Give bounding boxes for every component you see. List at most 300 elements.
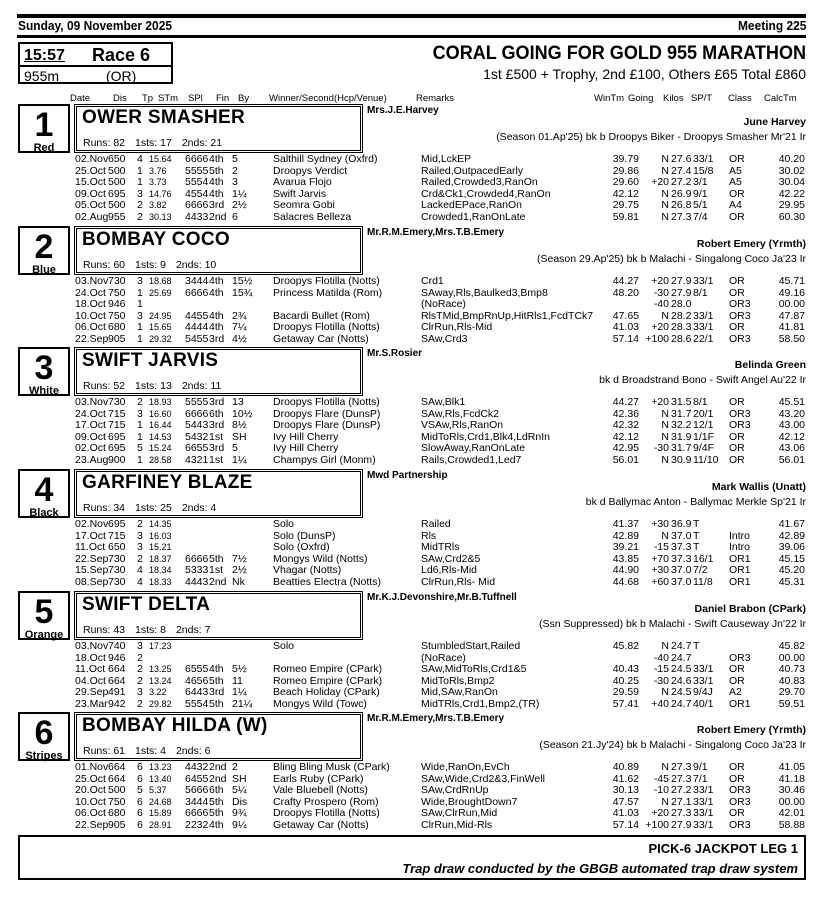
race-prizes: 1st £500 + Trophy, 2nd £100, Others £65 Total £860 [483,66,806,82]
col-fin: Fin [216,93,230,104]
form-remarks: Mid,LckEP [421,153,472,165]
form-distance: 750 [108,309,126,322]
form-class: OR [729,674,745,687]
form-date: 02.Aug [75,210,109,223]
form-split-positions: 4443 [185,575,209,588]
form-kilos: 24.7 [671,651,692,664]
form-win-time: 40.43 [612,663,639,675]
form-trap: 5 [137,784,143,796]
form-row [75,664,815,676]
form-distance-beaten: 11 [232,674,243,687]
form-kilos: 27.3 [671,807,692,819]
form-kilos: 31.9 [671,430,692,443]
form-distance-beaten: 15½ [232,275,253,287]
form-split-positions: 4656 [185,674,209,687]
form-date: 15.Oct [75,176,106,188]
form-distance: 650 [108,153,126,165]
form-finish: 4th [209,153,224,165]
form-calc-time: 60.30 [778,210,805,223]
form-win-time: 29.86 [612,164,639,177]
form-date: 18.Oct [75,651,106,664]
form-row [75,443,815,455]
form-starting-price: 33/1 [693,795,714,808]
form-distance-beaten: 5½ [232,663,247,675]
trap-box [18,712,70,761]
form-calc-time: 47.87 [778,309,805,322]
form-date: 15.Sep [75,564,109,576]
form-win-time: 39.79 [612,153,639,165]
form-sectional-time: 3.82 [149,200,167,210]
form-remarks: Ld6,Rls-Mid [421,564,478,576]
form-starting-price: 33/1 [693,807,714,819]
form-calc-time: 45.82 [778,640,805,652]
form-finish: 1st [209,564,224,576]
form-finish: 5th [209,697,224,710]
form-split-positions: 6666 [185,199,209,211]
form-win-time: 29.59 [612,686,639,698]
form-class: OR3 [729,818,751,831]
form-remarks: SAw,CrdRnUp [421,784,489,796]
form-date: 03.Nov [75,275,109,287]
form-distance: 500 [108,784,126,796]
form-kilos: 24.5 [671,663,692,675]
form-distance-beaten: 5¼ [232,784,247,796]
form-going: N [661,407,669,420]
form-row [75,641,815,653]
form-starting-price: 33/1 [693,309,714,322]
form-trap: 6 [137,795,143,808]
form-split-positions: 5333 [185,564,209,576]
form-winner-second: Princess Matilda (Rom) [273,286,383,299]
runner-trainer: Belinda Green [734,359,806,371]
form-going: -30 [653,442,669,454]
form-remarks: SAw,MidToRls,Crd1&5 [421,663,527,675]
form-finish: 5th [209,674,224,687]
runner-trainer: Mark Wallis (Unatt) [711,481,806,493]
form-remarks: SAway,Rls,Baulked3,Bmp8 [421,286,548,299]
form-winner-second: Droopys Flare (DunsP) [273,419,381,431]
col-by: By [238,93,250,104]
form-class: OR [729,321,745,333]
form-kilos: 27.3 [671,772,692,785]
form-finish: 3rd [209,442,225,454]
race-box [18,42,173,84]
form-kilos: 27.1 [671,795,692,808]
runner-stats [83,624,220,636]
form-calc-time: 43.06 [778,442,805,454]
form-remarks: SAw,Crd3 [421,332,468,345]
form-distance: 715 [108,419,126,431]
col-calctm: CalcTm [764,93,797,104]
form-remarks: Rls [421,529,437,542]
form-sectional-time: 18.33 [149,576,172,587]
form-going: -10 [653,784,669,796]
form-remarks: Railed,OutpacedEarly [421,164,524,177]
form-date: 06.Oct [75,321,106,333]
form-date: 04.Oct [75,674,106,687]
runner-name-box [74,347,363,396]
form-remarks: Mid,SAw,RanOn [421,686,498,698]
form-finish: 4th [209,286,224,299]
col-spl: SPl [188,93,203,104]
form-distance-beaten: 3 [232,176,238,188]
runner-name: SWIFT DELTA [82,594,211,615]
form-distance-beaten: 2 [232,164,238,177]
form-distance-beaten: 2¾ [232,309,247,322]
form-distance: 730 [108,396,126,408]
form-row [75,397,815,409]
form-sectional-time: 18.68 [149,276,172,286]
stat-runs: Runs: 82 [83,137,126,149]
form-row [75,276,815,288]
form-distance: 946 [108,651,126,664]
runner-owner: Mrs.J.E.Harvey [367,105,439,116]
form-class: OR [729,663,745,675]
col-going: Going [628,93,654,104]
race-number: Race 6 [92,45,151,65]
form-starting-price: 7/2 [693,564,708,576]
form-date: 17.Oct [75,529,106,542]
form-sectional-time: 16.44 [149,420,172,430]
form-remarks: Crd1 [421,275,444,287]
runner-name: BOMBAY COCO [82,229,230,250]
form-win-time: 40.89 [612,761,639,773]
runner-breeding: (Season 21.Jy'24) bk b Malachi - Singalong Coco Ja'23 Ir [539,739,806,751]
form-class: A5 [729,164,742,177]
form-kilos: 28.6 [671,332,692,345]
form-date: 10.Oct [75,795,106,808]
form-finish: 3rd [209,419,225,431]
form-finish: 5th [209,164,224,177]
form-class: OR [729,442,745,454]
trap-box [18,347,70,396]
form-winner-second: Solo [273,518,295,530]
form-win-time: 42.32 [612,419,639,431]
form-row [75,542,815,554]
form-kilos: 28.3 [671,321,692,333]
form-winner-second: Bling Bling Musk (CPark) [273,761,390,773]
form-calc-time: 59.51 [778,697,805,710]
form-trap: 2 [137,663,143,675]
form-trap: 3 [137,407,143,420]
form-starting-price: 3/1 [693,176,708,188]
form-starting-price: 9/1 [693,187,708,200]
form-win-time: 30.13 [612,784,639,796]
form-kilos: 37.0 [671,564,692,576]
form-calc-time: 29.70 [778,686,805,698]
form-kilos: 27.9 [671,286,692,299]
form-going: -15 [653,541,669,553]
form-starting-price: T [693,518,700,530]
form-starting-price: T [693,640,700,652]
form-distance: 942 [108,697,126,710]
form-remarks: Crd&Ck1,Crowded4,RanOn [421,187,551,200]
form-distance: 650 [108,541,126,553]
form-class: OR [729,396,745,408]
form-going: N [661,153,669,165]
form-finish: 6th [209,784,224,796]
stat-runs: Runs: 34 [83,502,126,514]
form-winner-second: Crafty Prospero (Rom) [273,795,379,808]
form-split-positions: 5666 [185,784,209,796]
form-distance: 905 [108,818,126,831]
form-table [75,276,815,345]
form-distance-beaten: 7¼ [232,321,247,333]
form-class: OR3 [729,651,751,664]
form-trap: 1 [137,321,143,333]
form-win-time: 57.41 [612,697,639,710]
form-trap: 1 [137,176,143,188]
trap-colour: Stripes [25,750,63,762]
runner-name-box [74,226,363,275]
form-distance: 905 [108,332,126,345]
race-title: CORAL GOING FOR GOLD 955 MARATHON [432,43,806,64]
form-distance-beaten: SH [232,430,247,443]
form-distance-beaten: 5 [232,442,238,454]
col-dis: Dis [113,93,127,104]
form-going: N [661,430,669,443]
form-calc-time: 45.31 [778,575,805,588]
col-class: Class [728,93,752,104]
form-calc-time: 39.06 [778,541,805,553]
form-trap: 2 [137,674,143,687]
form-class: OR1 [729,575,751,588]
form-starting-price: 7/4 [693,210,708,223]
form-winner-second: Swift Jarvis [273,187,327,200]
form-calc-time: 42.12 [778,430,805,443]
form-win-time: 41.62 [612,772,639,785]
form-win-time: 41.03 [612,807,639,819]
runner-stats [83,745,220,757]
form-kilos: 27.9 [671,275,692,287]
form-split-positions: 5432 [185,430,209,443]
form-class: OR [729,286,745,299]
form-date: 11.Oct [75,663,106,675]
form-distance-beaten: 5 [232,153,238,165]
form-date: 01.Nov [75,761,109,773]
form-starting-price: 8/1 [693,286,708,299]
form-distance: 750 [108,286,126,299]
stat-runs: Runs: 61 [83,745,126,757]
form-kilos: 27.3 [671,210,692,223]
form-going: +30 [651,564,669,576]
form-finish: 4th [209,309,224,322]
form-remarks: Railed,Crowded3,RanOn [421,176,538,188]
form-winner-second: Droopys Verdict [273,164,348,177]
form-winner-second: Salacres Belleza [273,210,352,223]
form-starting-price: 33/1 [693,818,714,831]
form-going: N [661,210,669,223]
form-win-time: 42.12 [612,430,639,443]
form-distance: 664 [108,674,126,687]
form-class: OR [729,761,745,773]
form-split-positions: 5455 [185,332,209,345]
form-going: N [661,686,669,698]
form-finish: 2nd [209,575,227,588]
form-trap: 6 [137,772,143,785]
form-finish: 4th [209,176,224,188]
form-kilos: 24.6 [671,674,692,687]
form-date: 08.Sep [75,575,109,588]
form-trap: 1 [137,164,143,177]
trap-number: 5 [34,593,54,631]
form-row [75,154,815,166]
form-distance-beaten: 9¼ [232,818,247,831]
form-winner-second: Getaway Car (Notts) [273,332,369,345]
runner-breeding: bk d Broadstrand Bono - Swift Angel Au'22 Ir [599,374,806,386]
form-remarks: ClrRun,Mid-Rls [421,818,493,831]
form-sectional-time: 18.34 [149,565,172,575]
form-trap: 2 [137,552,143,565]
form-finish: 5th [209,795,224,808]
form-winner-second: Avarua Flojo [273,176,332,188]
col-wintm: WinTm [594,93,625,104]
form-trap: 2 [137,518,143,530]
form-distance: 900 [108,453,126,466]
runner-owner: Mr.R.M.Emery,Mrs.T.B.Emery [367,227,505,238]
form-remarks: MidToRls,Crd1,Blk4,LdRnIn [421,430,550,443]
meeting-number: Meeting 225 [737,18,806,33]
stat-seconds: 2nds: 10 [175,259,217,271]
form-trap: 3 [137,640,143,652]
form-finish: 1st [209,453,224,466]
form-starting-price: 7/1 [693,772,708,785]
trap-number: 1 [34,106,54,144]
form-distance: 715 [108,529,126,542]
form-sectional-time: 14.76 [149,188,172,199]
form-going: N [661,529,669,542]
form-going: +40 [651,697,669,710]
form-winner-second: Seomra Gobi [273,199,335,211]
form-remarks: Crowded1,RanOnLate [421,210,526,223]
form-remarks: MidToRls,Bmp2 [421,674,495,687]
form-distance-beaten: SH [232,772,247,785]
form-date: 25.Oct [75,164,106,177]
trap-draw-note: Trap draw conducted by the GBGB automated trap draw system [402,861,798,876]
form-finish: 4th [209,275,224,287]
trap-box [18,591,70,640]
form-going: N [661,187,669,200]
form-going: +20 [651,321,669,333]
form-remarks: (NoRace) [421,651,466,664]
trap-colour: Orange [24,629,64,641]
form-win-time: 40.25 [612,674,639,687]
form-distance: 730 [108,575,126,588]
form-win-time: 44.68 [612,575,639,588]
form-class: OR [729,210,745,223]
form-distance: 730 [108,275,126,287]
form-row [75,420,815,432]
stat-firsts: 1sts: 13 [135,380,172,392]
trap-box [18,469,70,518]
form-class: OR3 [729,298,751,310]
form-sectional-time: 24.68 [149,796,172,807]
form-sectional-time: 18.37 [149,553,172,564]
form-remarks: StumbledStart,Railed [421,640,521,652]
form-win-time: 43.85 [612,552,639,565]
form-distance: 695 [108,518,126,530]
col-spt: SP/T [691,93,713,104]
form-row [75,687,815,699]
form-starting-price: 8/1 [693,396,708,408]
trap-box [18,226,70,275]
form-kilos: 24.7 [671,640,692,652]
form-class: OR [729,807,745,819]
form-date: 17.Oct [75,419,106,431]
form-trap: 2 [137,651,143,664]
form-sectional-time: 28.58 [149,454,172,465]
race-box-divider [20,65,171,67]
form-row [75,762,815,774]
stat-runs: Runs: 43 [83,624,126,636]
form-kilos: 26.8 [671,199,692,211]
runner-trainer: Daniel Brabon (CPark) [694,603,806,615]
trap-number: 2 [34,228,54,266]
form-finish: 3rd [209,332,225,345]
form-going: N [661,309,669,322]
form-kilos: 37.3 [671,552,692,565]
form-calc-time: 29.95 [778,199,805,211]
form-split-positions: 6666 [185,407,209,420]
form-row [75,334,815,346]
runner-stats [83,380,231,392]
form-trap: 3 [137,541,143,553]
form-win-time: 59.81 [612,210,639,223]
form-distance: 664 [108,761,126,773]
form-date: 23.Mar [75,697,108,710]
form-winner-second: Bacardi Bullet (Rom) [273,309,370,322]
form-calc-time: 41.67 [778,518,805,530]
form-win-time: 41.37 [612,518,639,530]
form-calc-time: 43.00 [778,419,805,431]
form-class: A5 [729,176,742,188]
form-sectional-time: 24.95 [149,310,172,321]
form-trap: 6 [137,818,143,831]
form-split-positions: 4433 [185,210,209,223]
form-winner-second: Vhagar (Notts) [273,564,342,576]
form-winner-second: Beach Holiday (CPark) [273,686,380,698]
runner-name-box [74,712,363,761]
form-winner-second: Vale Bluebell (Notts) [273,784,368,796]
form-winner-second: Ivy Hill Cherry [273,430,339,443]
col-remarks: Remarks [416,93,455,104]
form-kilos: 28.0 [671,298,692,310]
form-starting-price: 33/1 [693,674,714,687]
form-class: OR3 [729,419,751,431]
form-going: +100 [645,332,669,345]
form-date: 05.Oct [75,199,106,211]
form-starting-price: 16/1 [693,552,714,565]
form-calc-time: 30.02 [778,164,805,177]
form-remarks: SAw,Wide,Crd2&3,FinWell [421,772,545,785]
runner-stats [83,502,226,514]
trap-number: 6 [34,714,54,752]
form-trap: 1 [137,298,143,310]
form-remarks: Wide,RanOn,EvCh [421,761,510,773]
stat-firsts: 1sts: 17 [135,137,172,149]
form-calc-time: 45.15 [778,552,805,565]
form-win-time: 42.12 [612,187,639,200]
form-distance-beaten: Dis [232,795,248,808]
form-calc-time: 30.46 [778,784,805,796]
form-date: 24.Oct [75,407,106,420]
form-sectional-time: 3.76 [149,165,167,176]
form-distance: 730 [108,564,126,576]
form-win-time: 47.57 [612,795,639,808]
form-distance: 740 [108,640,126,652]
form-finish: 4th [209,663,224,675]
form-trap: 6 [137,807,143,819]
